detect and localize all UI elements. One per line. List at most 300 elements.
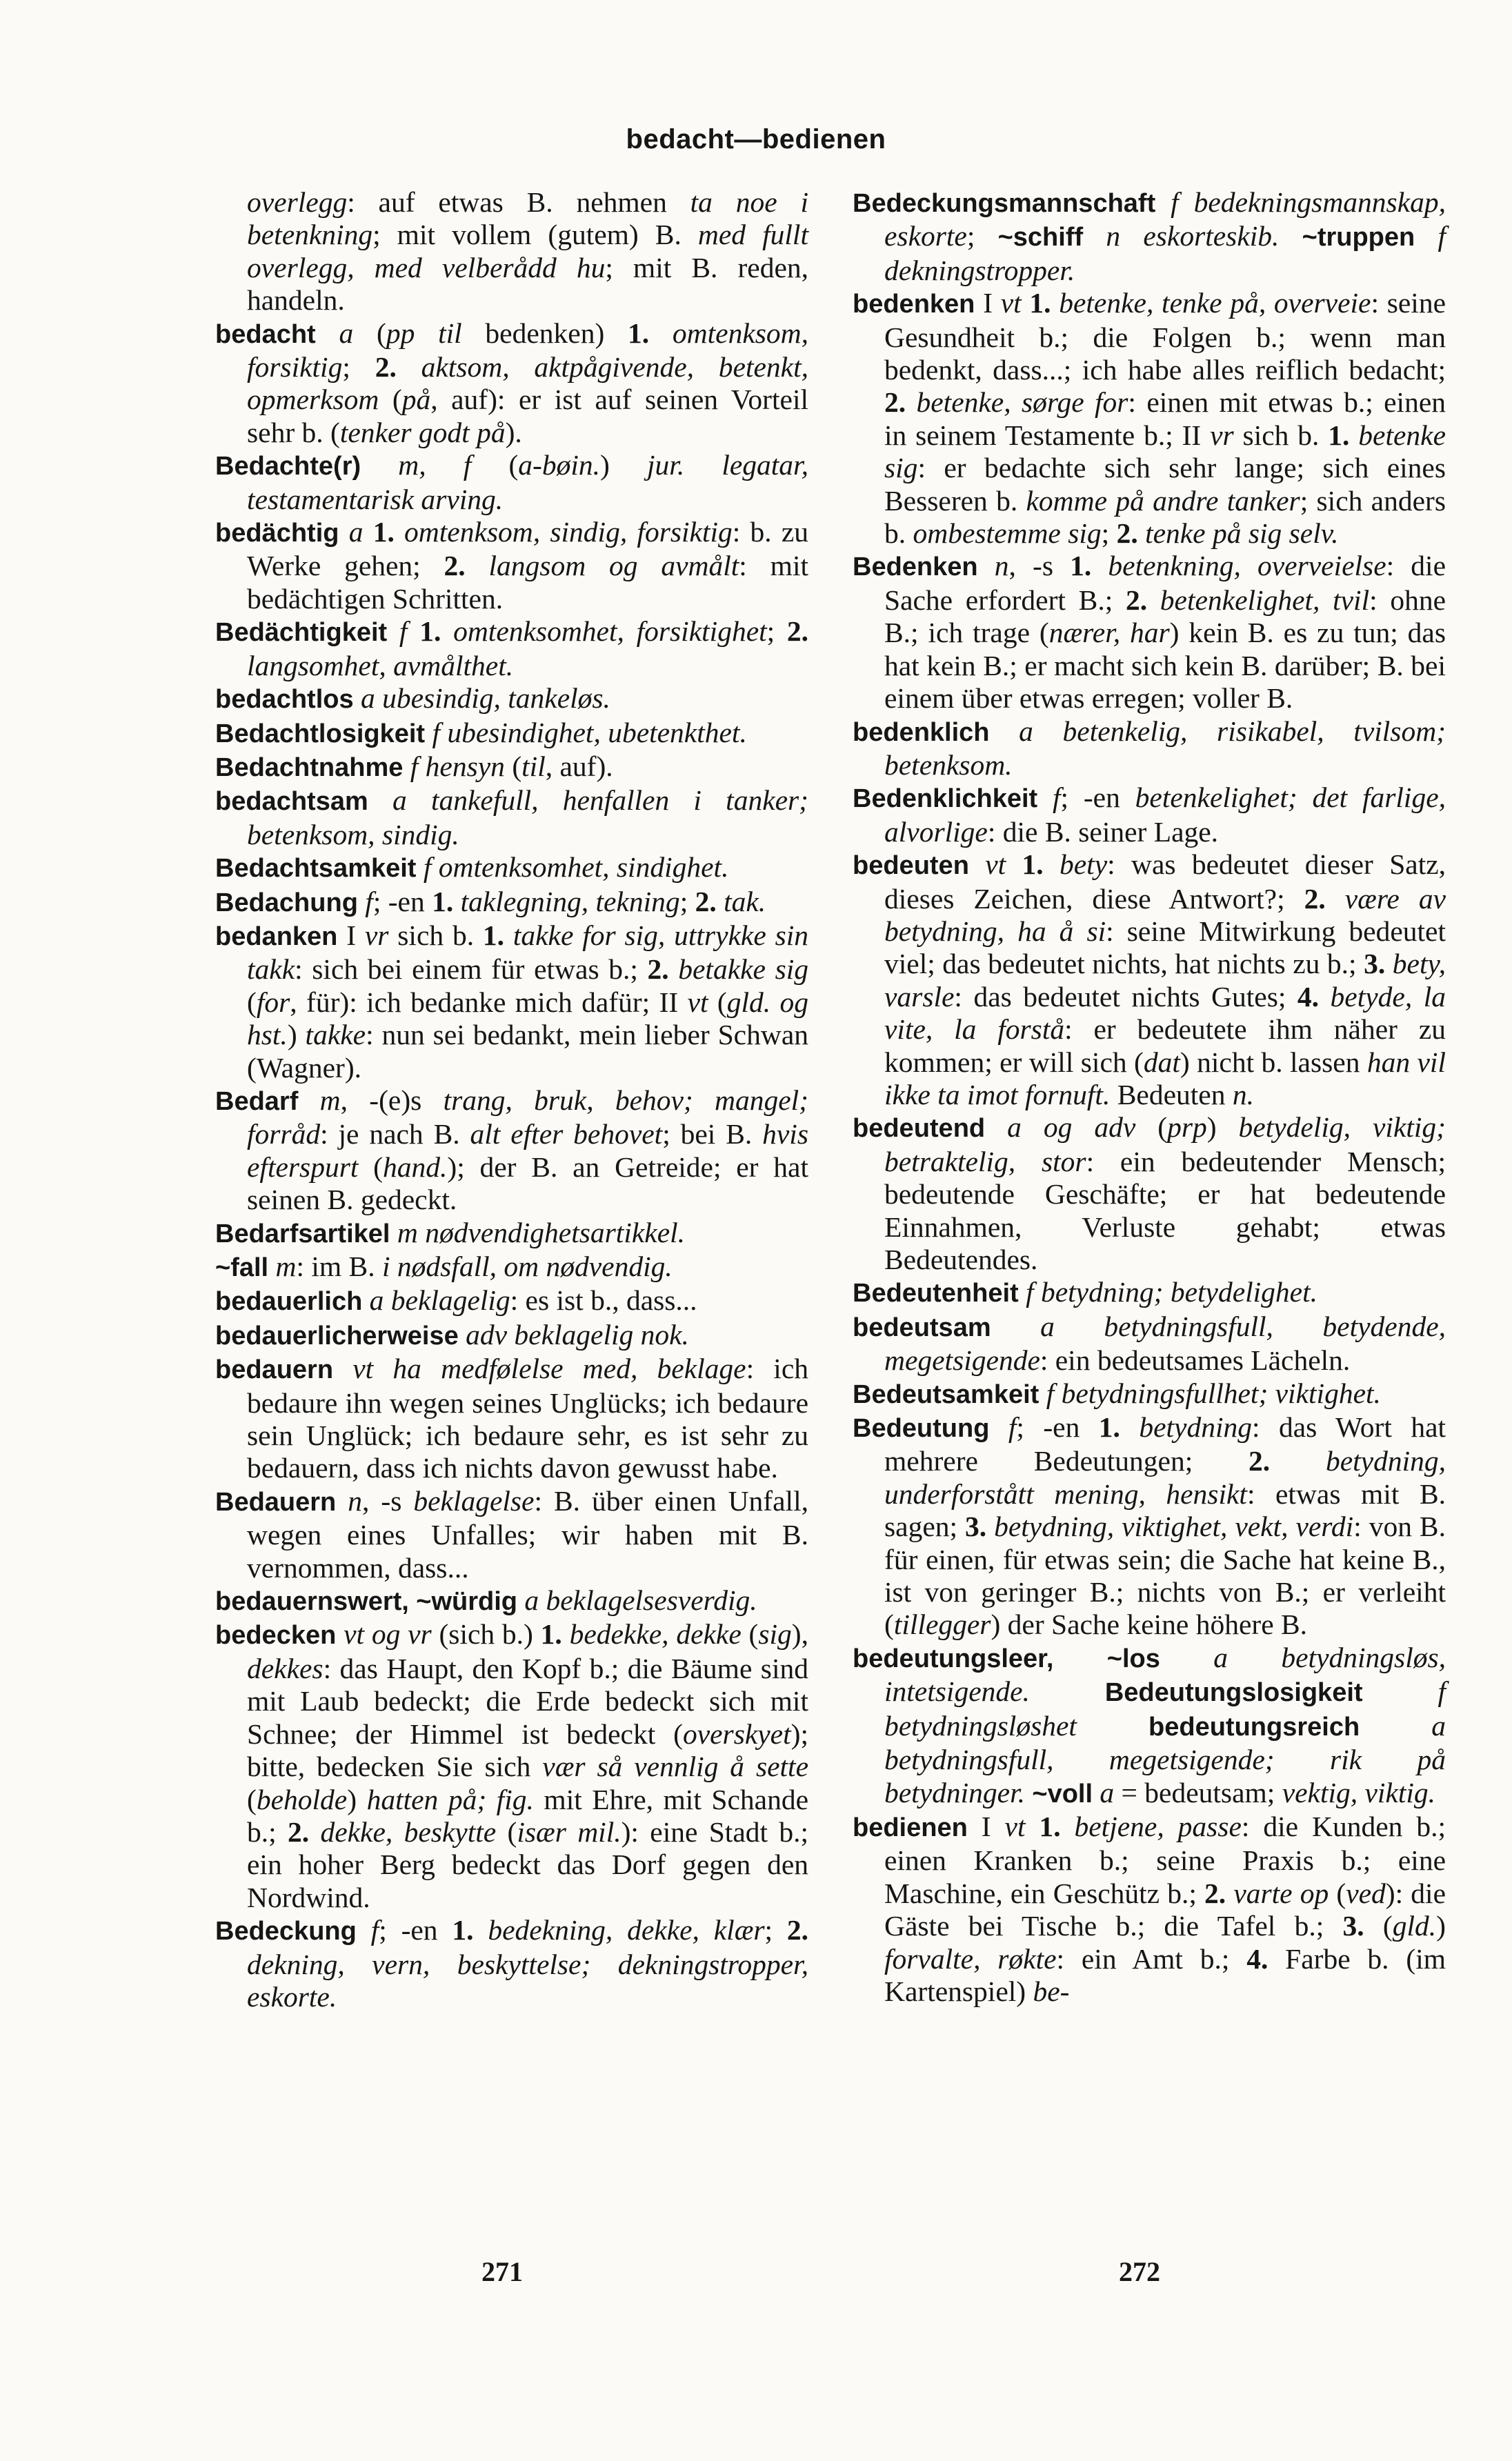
entry-text	[1093, 1777, 1100, 1809]
headword: Bedachte(r)	[215, 452, 361, 481]
entry-text	[1415, 220, 1438, 252]
translation-text: f ubesindighet, ubetenkthet.	[432, 716, 747, 748]
translation-text: m, f	[398, 449, 472, 481]
entry-text: : von B. für einen, für etwas sein; die Sache hat keine B., ist von geringer B.; nichts von B.; er verleiht (	[884, 1511, 1446, 1641]
entry-text	[333, 1353, 352, 1384]
sense-number: 1.	[1039, 1810, 1061, 1842]
entry-text: )	[347, 1783, 367, 1815]
translation-text: betyde, la vite, la forstå	[884, 980, 1446, 1046]
entry-text: : das Haupt, den Kopf b.; die Bäume sind mit Laub bedeckt; die Erde bedeckt sich mit Schnee; der Himmel ist bedeckt (	[247, 1652, 808, 1750]
entry-text	[1044, 848, 1060, 880]
sense-number: 2.	[1116, 517, 1138, 550]
entry-text: : er bedeutete ihm näher zu kommen; er will sich (	[884, 1013, 1446, 1078]
headword: Bedenklichkeit	[853, 784, 1038, 814]
translation-text: ombestemme sig	[913, 517, 1102, 550]
entry-text	[361, 449, 398, 481]
translation-text: betydelig, viktig; betraktelig, stor	[884, 1111, 1446, 1177]
headword: Bedauern	[215, 1487, 337, 1517]
entry-text	[978, 550, 995, 581]
translation-text: jur. legatar, testamentarisk arving.	[247, 449, 808, 515]
entry-text: (sich b.)	[431, 1618, 541, 1651]
dictionary-entry	[853, 781, 1446, 848]
translation-text: på	[401, 383, 431, 416]
headword: ~voll	[1032, 1779, 1093, 1809]
sense-number: 3.	[965, 1511, 987, 1543]
entry-text: ): die Gäste bei Tische b.; die Tafel b.;	[884, 1877, 1446, 1942]
entry-text: : je nach B.	[320, 1118, 470, 1150]
translation-text: varte op	[1233, 1877, 1329, 1909]
entry-text	[354, 682, 361, 714]
sense-number: 1.	[1029, 287, 1051, 319]
entry-text: I	[967, 1810, 1005, 1842]
translation-text: han vil ikke ta imot fornuft.	[884, 1046, 1446, 1110]
dictionary-entry	[853, 1111, 1446, 1276]
entry-text	[1025, 1811, 1039, 1842]
translation-text: vt ha medfølelse med, beklage	[352, 1353, 746, 1385]
translation-text: n	[348, 1484, 363, 1517]
translation-text: til	[521, 750, 546, 782]
entry-text	[1120, 1411, 1139, 1443]
entry-text: : was bedeutet dieser Satz, dieses Zeichen, diese Antwort?;	[884, 848, 1446, 915]
translation-text: f betydningsløshet	[884, 1675, 1446, 1742]
translation-text: f bedekningsmannskap, eskorte	[884, 186, 1446, 252]
dictionary-entry	[215, 1284, 808, 1318]
translation-text: f betydningsfullhet; viktighet.	[1046, 1377, 1381, 1409]
entry-text: ;	[1101, 517, 1117, 550]
translation-text: pp til	[386, 317, 462, 349]
dictionary-entry	[215, 615, 808, 682]
entry-text: (	[353, 317, 386, 349]
entry-text: ).	[505, 416, 522, 448]
translation-text: aktsom, aktpågivende, betenkt, opmerksom	[247, 351, 808, 416]
headword: Bedeutsamkeit	[853, 1379, 1040, 1409]
headword: bedeuten	[853, 851, 969, 881]
translation-text: a-bøin.	[518, 449, 601, 481]
entry-text	[416, 851, 423, 883]
entry-text: sich b.	[388, 919, 483, 951]
sense-number: 1.	[1328, 419, 1350, 451]
translation-text: a og adv	[1007, 1111, 1136, 1144]
headword: bedeutsam	[853, 1313, 991, 1342]
entry-text	[1006, 848, 1022, 880]
entry-text: ; -en	[372, 885, 432, 917]
translation-text: a beklagelsesverdig.	[524, 1584, 757, 1617]
entry-text: : einen mit etwas b.; einen in seinem Testamente b.; II	[884, 386, 1446, 451]
sense-number: 2.	[1125, 584, 1148, 616]
entry-text: : mit bedächtigen Schritten.	[247, 550, 809, 615]
translation-text: a	[348, 516, 364, 548]
page-number-right: 272	[1119, 2256, 1160, 2287]
entry-text	[339, 516, 348, 548]
dictionary-entry	[215, 1914, 808, 2013]
translation-text: tenke på sig selv.	[1145, 517, 1339, 550]
translation-text: betjene, passe	[1074, 1810, 1242, 1842]
dictionary-entry	[853, 1276, 1446, 1310]
translation-text: omtenksom, forsiktig	[247, 317, 809, 383]
entry-text	[1319, 981, 1331, 1013]
entry-text	[390, 1217, 397, 1248]
translation-text: prp	[1167, 1111, 1207, 1144]
headword: ~truppen	[1302, 223, 1415, 252]
translation-text: a	[339, 317, 354, 349]
translation-text: a betydningsløs, intetsigende.	[884, 1641, 1446, 1708]
headword: bedenken	[853, 290, 975, 319]
running-head: bedacht—bedienen	[626, 124, 886, 155]
translation-text: omtenksomhet, forsiktighet	[453, 615, 767, 648]
translation-text: f betydning; betydelighet.	[1026, 1276, 1318, 1308]
entry-text	[397, 351, 421, 383]
translation-text: a betydningsfull, betydende, megetsigende	[884, 1310, 1446, 1377]
entry-text: : ich bedaure ihn wegen seines Unglücks; ich bedaure sein Unglück; ich bedaure sehr, es ist sehr zu bedauern, dass ich nichts davon gewusst habe.	[247, 1353, 808, 1484]
translation-text: takke for sig, uttrykke sin takk	[247, 919, 809, 986]
dictionary-entry	[215, 1584, 808, 1618]
translation-text: hatten på; fig.	[366, 1783, 534, 1815]
translation-text: hand.	[383, 1150, 448, 1183]
entry-text	[316, 317, 339, 349]
entry-text: (	[504, 750, 522, 782]
entry-text: )	[1206, 1111, 1239, 1144]
dictionary-entry	[215, 1353, 808, 1485]
entry-text: : er bedachte sich sehr lange; sich eines Besseren b.	[884, 452, 1446, 517]
entry-text	[1360, 1710, 1431, 1742]
dictionary-entry	[215, 851, 808, 885]
translation-text: vt	[1000, 287, 1022, 319]
entry-text: , auf): er ist auf seinen Vorteil sehr b. (	[247, 383, 809, 448]
entry-text	[425, 717, 432, 748]
sense-number: 1.	[419, 615, 441, 648]
right-column	[853, 186, 1446, 2008]
entry-text	[336, 1618, 344, 1650]
entry-text: I	[975, 287, 1001, 319]
entry-text: : das Wort hat mehrere Bedeutungen;	[884, 1411, 1446, 1477]
headword: bedenklich	[853, 717, 990, 747]
entry-text	[969, 848, 985, 880]
translation-text: tillegger	[893, 1608, 991, 1641]
translation-text: a betenkelig, risikabel, tvilsom; betenksom.	[884, 715, 1446, 781]
translation-text: tak.	[724, 885, 766, 917]
sense-number: 1.	[432, 885, 454, 917]
translation-text: tenker godt på	[339, 416, 506, 448]
entry-text: : ein bedeutsames Lächeln.	[1040, 1344, 1351, 1377]
headword: Bedenken	[853, 552, 978, 582]
dictionary-entry	[215, 717, 808, 750]
dictionary-entry	[853, 1311, 1446, 1377]
translation-text: f	[399, 615, 408, 648]
dictionary-entry	[853, 287, 1446, 550]
entry-text	[989, 1411, 1008, 1443]
entry-text: ;	[679, 885, 695, 917]
translation-text: betenkning, overveielse	[1108, 550, 1386, 582]
entry-text	[1326, 883, 1345, 915]
entry-text	[363, 516, 372, 548]
translation-text: ta noe i betenkning	[247, 186, 808, 251]
sense-number: 2.	[884, 386, 906, 419]
entry-text	[403, 750, 410, 782]
entry-text	[1061, 1811, 1075, 1842]
translation-text: f	[1053, 781, 1061, 814]
sense-number: 2.	[1249, 1445, 1271, 1477]
dictionary-entry	[215, 516, 808, 615]
translation-text: nærer, har	[1048, 617, 1170, 649]
translation-text: betydning, underforstått mening, hensikt	[884, 1445, 1446, 1510]
entry-text	[562, 1618, 570, 1650]
entry-text	[1279, 220, 1302, 252]
entry-text	[357, 1914, 371, 1946]
entry-text	[453, 886, 460, 917]
headword: Bedachtnahme	[215, 753, 404, 782]
entry-text: : im B.	[296, 1251, 382, 1282]
entry-text	[466, 550, 489, 581]
translation-text: overskyet	[682, 1717, 791, 1750]
translation-text: vektig, viktig.	[1282, 1776, 1436, 1809]
translation-text: a tankefull, henfallen i tanker; betenksom, sindig.	[247, 784, 809, 850]
sense-number: 2.	[786, 615, 809, 648]
translation-text: i nødsfall, om nødvendig.	[382, 1251, 673, 1282]
translation-text: betakke sig	[678, 953, 809, 986]
translation-text: gld. og hst.	[247, 986, 808, 1051]
entry-text: ; -en	[1060, 781, 1135, 814]
entry-text	[504, 919, 513, 951]
headword: ~schiff	[997, 223, 1084, 252]
entry-text	[1030, 1675, 1105, 1707]
translation-text: bety	[1060, 848, 1108, 881]
translation-text: bedekke, dekke	[569, 1618, 742, 1651]
entry-text	[1083, 220, 1106, 252]
translation-text: betydning, viktighet, vekt, verdi	[994, 1511, 1354, 1543]
translation-text: m nødvendighetsartikkel.	[397, 1216, 686, 1248]
sense-number: 4.	[1246, 1942, 1269, 1975]
dictionary-entry	[853, 1642, 1446, 1811]
entry-text	[986, 1511, 994, 1542]
entry-text	[441, 615, 453, 647]
entry-text	[990, 715, 1019, 747]
entry-text: ; mit vollem (gutem) B.	[372, 219, 698, 251]
dictionary-entry	[215, 1319, 808, 1353]
sense-number: 1.	[372, 516, 395, 548]
entry-text	[407, 615, 419, 647]
entry-text	[1051, 287, 1060, 319]
entry-text: : ein bedeutender Mensch; bedeutende Geschäfte; er hat bedeutende Einnahmen, Verluste gehabt; etwas Bedeutendes.	[884, 1145, 1446, 1275]
dictionary-entry	[853, 186, 1446, 287]
translation-text: vt	[985, 848, 1006, 881]
translation-text: f	[370, 1914, 379, 1946]
entry-text	[1363, 1675, 1438, 1707]
headword: ~würdig	[416, 1587, 517, 1617]
translation-text: især mil.	[517, 1815, 621, 1848]
entry-text: ;	[966, 220, 998, 252]
sense-number: 1.	[540, 1618, 562, 1651]
page-number-left: 271	[481, 2256, 523, 2287]
translation-text: beholde	[256, 1783, 348, 1815]
translation-text: betydning	[1139, 1411, 1252, 1444]
entry-text: bedenken)	[461, 317, 628, 349]
translation-text: beklagelse	[413, 1484, 535, 1517]
entry-text: ; -en	[379, 1914, 452, 1946]
entry-text	[336, 1485, 348, 1517]
translation-text: vr	[1210, 419, 1234, 451]
entry-text: : B. über einen Unfall, wegen eines Unfalles; wir haben mit B. vernommen, dass...	[247, 1484, 808, 1584]
entry-text	[474, 1914, 488, 1946]
headword: bedecken	[215, 1621, 337, 1651]
translation-text: omtenksom, sindig, forsiktig	[404, 516, 733, 548]
entry-text	[1138, 517, 1145, 549]
entry-text: (	[496, 1815, 517, 1848]
headword: Bedeckung	[215, 1917, 357, 1946]
translation-text: n	[994, 550, 1009, 582]
translation-text: trang, bruk, behov; mangel; forråd	[247, 1084, 809, 1150]
entry-text	[1019, 1276, 1026, 1308]
translation-text: m	[319, 1084, 341, 1116]
entry-text: (	[379, 383, 402, 416]
dictionary-entry	[853, 1811, 1446, 2008]
sense-number: 2.	[287, 1815, 310, 1848]
entry-text: : sich bei einem für etwas b.;	[295, 953, 648, 986]
entry-text	[1155, 186, 1171, 218]
entry-text: (	[1329, 1877, 1346, 1909]
entry-text	[309, 1816, 320, 1848]
entry-text: : auf etwas B. nehmen	[347, 186, 690, 218]
entry-text: , für): ich bedanke mich dafür; II	[290, 986, 688, 1018]
entry-text: (	[358, 1150, 383, 1183]
translation-text: dekke, beskytte	[320, 1815, 497, 1848]
translation-text: vt og vr	[344, 1618, 432, 1651]
entry-text	[1037, 781, 1053, 813]
entry-text: : die Kunden b.; einen Kranken b.; seine Praxis b.; eine Maschine, ein Geschütz b.;	[884, 1810, 1446, 1909]
entry-text: , -s	[1008, 550, 1071, 582]
dictionary-entry	[215, 1618, 808, 1914]
entry-text: ) der Sache keine höhere B.	[991, 1608, 1308, 1641]
headword: bedachtlos	[215, 685, 354, 715]
translation-text: med fullt overlegg, med velberådd hu	[247, 219, 808, 283]
translation-text: betenke sig	[884, 419, 1446, 484]
sense-number: 2.	[695, 885, 717, 917]
entry-text: (	[1135, 1111, 1168, 1144]
entry-text: Farbe b. (im Kartenspiel)	[884, 1942, 1446, 2007]
entry-text: : ohne B.; ich trage (	[884, 584, 1446, 649]
headword: bedachtsam	[215, 787, 368, 817]
entry-text: : die Sache erfordert B.;	[884, 550, 1446, 616]
entry-text: : ein Amt b.;	[1056, 1942, 1247, 1975]
entry-text	[1022, 287, 1030, 319]
translation-text: taklegning, tekning	[460, 885, 680, 917]
translation-text: betenke, sørge for	[916, 386, 1128, 419]
headword: bedanken	[215, 921, 338, 951]
entry-text: ; sich anders b.	[884, 484, 1446, 550]
translation-text: bety, varsle	[884, 948, 1446, 1013]
sense-number: 2.	[375, 351, 397, 383]
translation-text: dekning, vern, beskyttelse; dekningstropper, eskorte.	[247, 1948, 808, 2013]
translation-text: a beklagelig	[369, 1284, 510, 1317]
entry-text	[459, 1319, 466, 1351]
translation-text: betenkelighet, tvil	[1160, 584, 1370, 616]
translation-text: f	[365, 885, 373, 917]
entry-text: (	[1364, 1910, 1393, 1942]
entry-text: I	[337, 919, 365, 951]
translation-text: a ubesindig, tankeløs.	[360, 682, 610, 715]
translation-text: adv beklagelig nok.	[466, 1318, 689, 1351]
entry-text: ; mit B. reden, handeln.	[247, 251, 808, 317]
headword: Bedachtlosigkeit	[215, 719, 426, 748]
translation-text: vt	[1004, 1810, 1026, 1842]
entry-text: ;	[764, 1914, 787, 1946]
entry-text	[1039, 1377, 1046, 1409]
translation-text: be-	[1033, 1975, 1070, 2007]
entry-text	[1025, 1777, 1032, 1809]
translation-text: n.	[1232, 1078, 1254, 1110]
entry-text: )	[600, 449, 647, 481]
translation-text: a	[1100, 1776, 1115, 1809]
headword: ~fall	[215, 1253, 269, 1282]
entry-text	[298, 1084, 319, 1116]
headword: bedeutungsreich	[1148, 1712, 1360, 1742]
entry-text: , -s	[362, 1484, 414, 1517]
translation-text: være av betydning, ha å si	[884, 882, 1446, 947]
entry-text: : etwas mit B. sagen;	[884, 1477, 1446, 1543]
dictionary-entry	[853, 715, 1446, 782]
sense-number: 2.	[786, 1914, 809, 1946]
translation-text: overlegg	[247, 186, 348, 218]
translation-text: f omtenksomhet, sindighet.	[423, 851, 729, 884]
dictionary-entry	[215, 750, 808, 784]
headword: bedächtig	[215, 519, 339, 548]
headword: ~los	[1106, 1644, 1160, 1673]
sense-number: 1.	[482, 919, 505, 951]
headword: Bedachung	[215, 888, 358, 917]
dictionary-entry	[215, 317, 808, 450]
sense-number: 1.	[1022, 848, 1044, 881]
translation-text: langsomhet, avmålthet.	[247, 649, 514, 681]
translation-text: ved	[1346, 1877, 1386, 1909]
dictionary-entry	[215, 449, 808, 516]
entry-text	[991, 1311, 1041, 1342]
headword: Bedeutungslosigkeit	[1104, 1678, 1363, 1708]
dictionary-entry	[215, 919, 808, 1084]
dictionary-entry	[215, 1084, 808, 1217]
dictionary-entry	[215, 682, 808, 716]
translation-text: f dekningstropper.	[884, 220, 1446, 286]
entry-text: ),	[791, 1618, 808, 1651]
entry-text: )	[1436, 1910, 1446, 1942]
translation-text: gld.	[1392, 1910, 1437, 1942]
dictionary-entry	[215, 1251, 808, 1284]
translation-text: forvalte, røkte	[884, 1942, 1057, 1975]
headword: Bedeutenheit	[853, 1279, 1019, 1308]
entry-text: , auf).	[545, 750, 613, 782]
entry-text	[517, 1584, 524, 1616]
sense-number: 2.	[647, 953, 669, 986]
entry-text	[906, 386, 916, 418]
entry-text	[395, 516, 404, 548]
entry-text: : b. zu Werke gehen;	[247, 516, 809, 582]
entry-text: ): eine Stadt b.; ein hoher Berg bedeckt das Dorf gegen den Nordwind.	[247, 1815, 809, 1913]
entry-text	[717, 886, 724, 917]
dictionary-entry	[853, 1377, 1446, 1411]
entry-text	[358, 886, 365, 917]
translation-text: dat	[1143, 1046, 1180, 1078]
entry-text: : seine Mitwirkung bedeutet viel; das bedeutet nichts, hat nichts zu b.;	[884, 915, 1446, 980]
sense-number: 4.	[1297, 980, 1320, 1013]
dictionary-entry	[853, 1411, 1446, 1642]
entry-text: : das bedeutet nichts Gutes;	[954, 980, 1297, 1013]
headword: Bedeckungsmannschaft	[853, 189, 1156, 218]
sense-number: 2.	[1304, 882, 1326, 915]
entry-text: (	[247, 986, 257, 1018]
translation-text: hvis efterspurt	[247, 1118, 808, 1183]
dictionary-entry	[853, 550, 1446, 715]
headword: Bedachtsamkeit	[215, 854, 417, 884]
headword: bedienen	[853, 1813, 968, 1842]
headword: Bedächtigkeit	[215, 618, 388, 648]
